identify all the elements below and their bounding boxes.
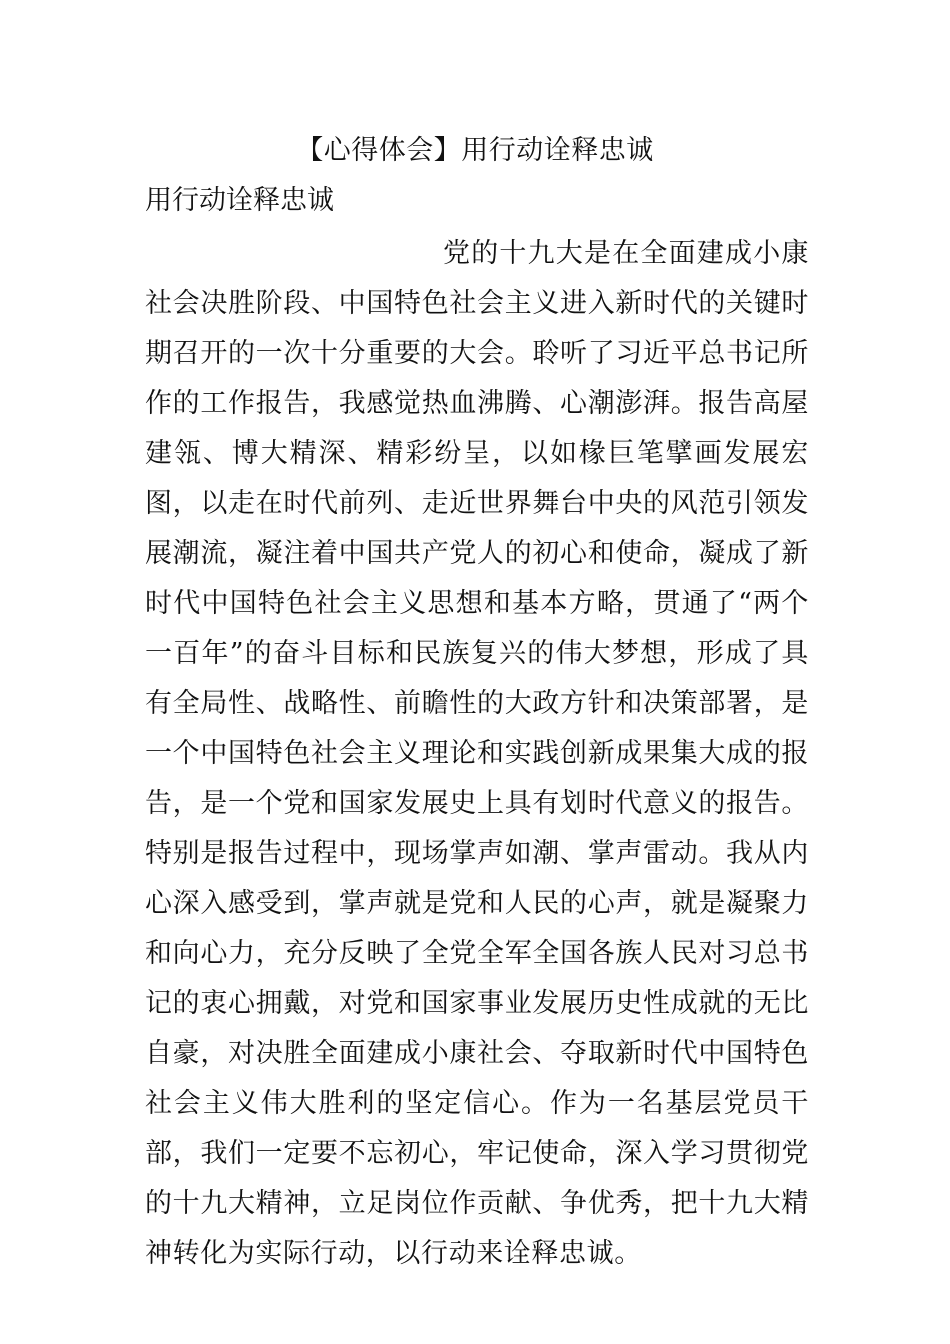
document-subtitle: 用行动诠释忠诚 bbox=[145, 185, 334, 216]
document-title: 【心得体会】用行动诠释忠诚 bbox=[296, 135, 654, 166]
body-paragraph: 党的十九大是在全面建成小康社会决胜阶段、中国特色社会主义进入新时代的关键时期召开的一次十分重要的大会。聆听了习近平总书记所作的工作报告，我感觉热血沸腾、心潮澎湃。报告高屋建瓴、博大精深、精彩纷呈，以如椽巨笔擘画发展宏图，以走在时代前列、走近世界舞台中央的风范引领发展潮流，凝注着中国共产党人的初心和使命，凝成了新时代中国特色社会主义思想和基本方略，贯通了“两个一百年”的奋斗目标和民族复兴的伟大梦想，形成了具有全局性、战略性、前瞻性的大政方针和决策部署，是一个中国特色社会主义理论和实践创新成果集大成的报告，是一个党和国家发展史上具有划时代意义的报告。特别是报告过程中，现场掌声如潮、掌声雷动。我从内心深入感受到，掌声就是党和人民的心声，就是凝聚力和向心力，充分反映了全党全军全国各族人民对习总书记的衷心拥戴，对党和国家事业发展历史性成就的无比自豪，对决胜全面建成小康社会、夺取新时代中国特色社会主义伟大胜利的坚定信心。作为一名基层党员干部，我们一定要不忘初心，牢记使命，深入学习贯彻党的十九大精神，立足岗位作贡献、争优秀，把十九大精神转化为实际行动，以行动来诠释忠诚。 bbox=[145, 238, 809, 1269]
